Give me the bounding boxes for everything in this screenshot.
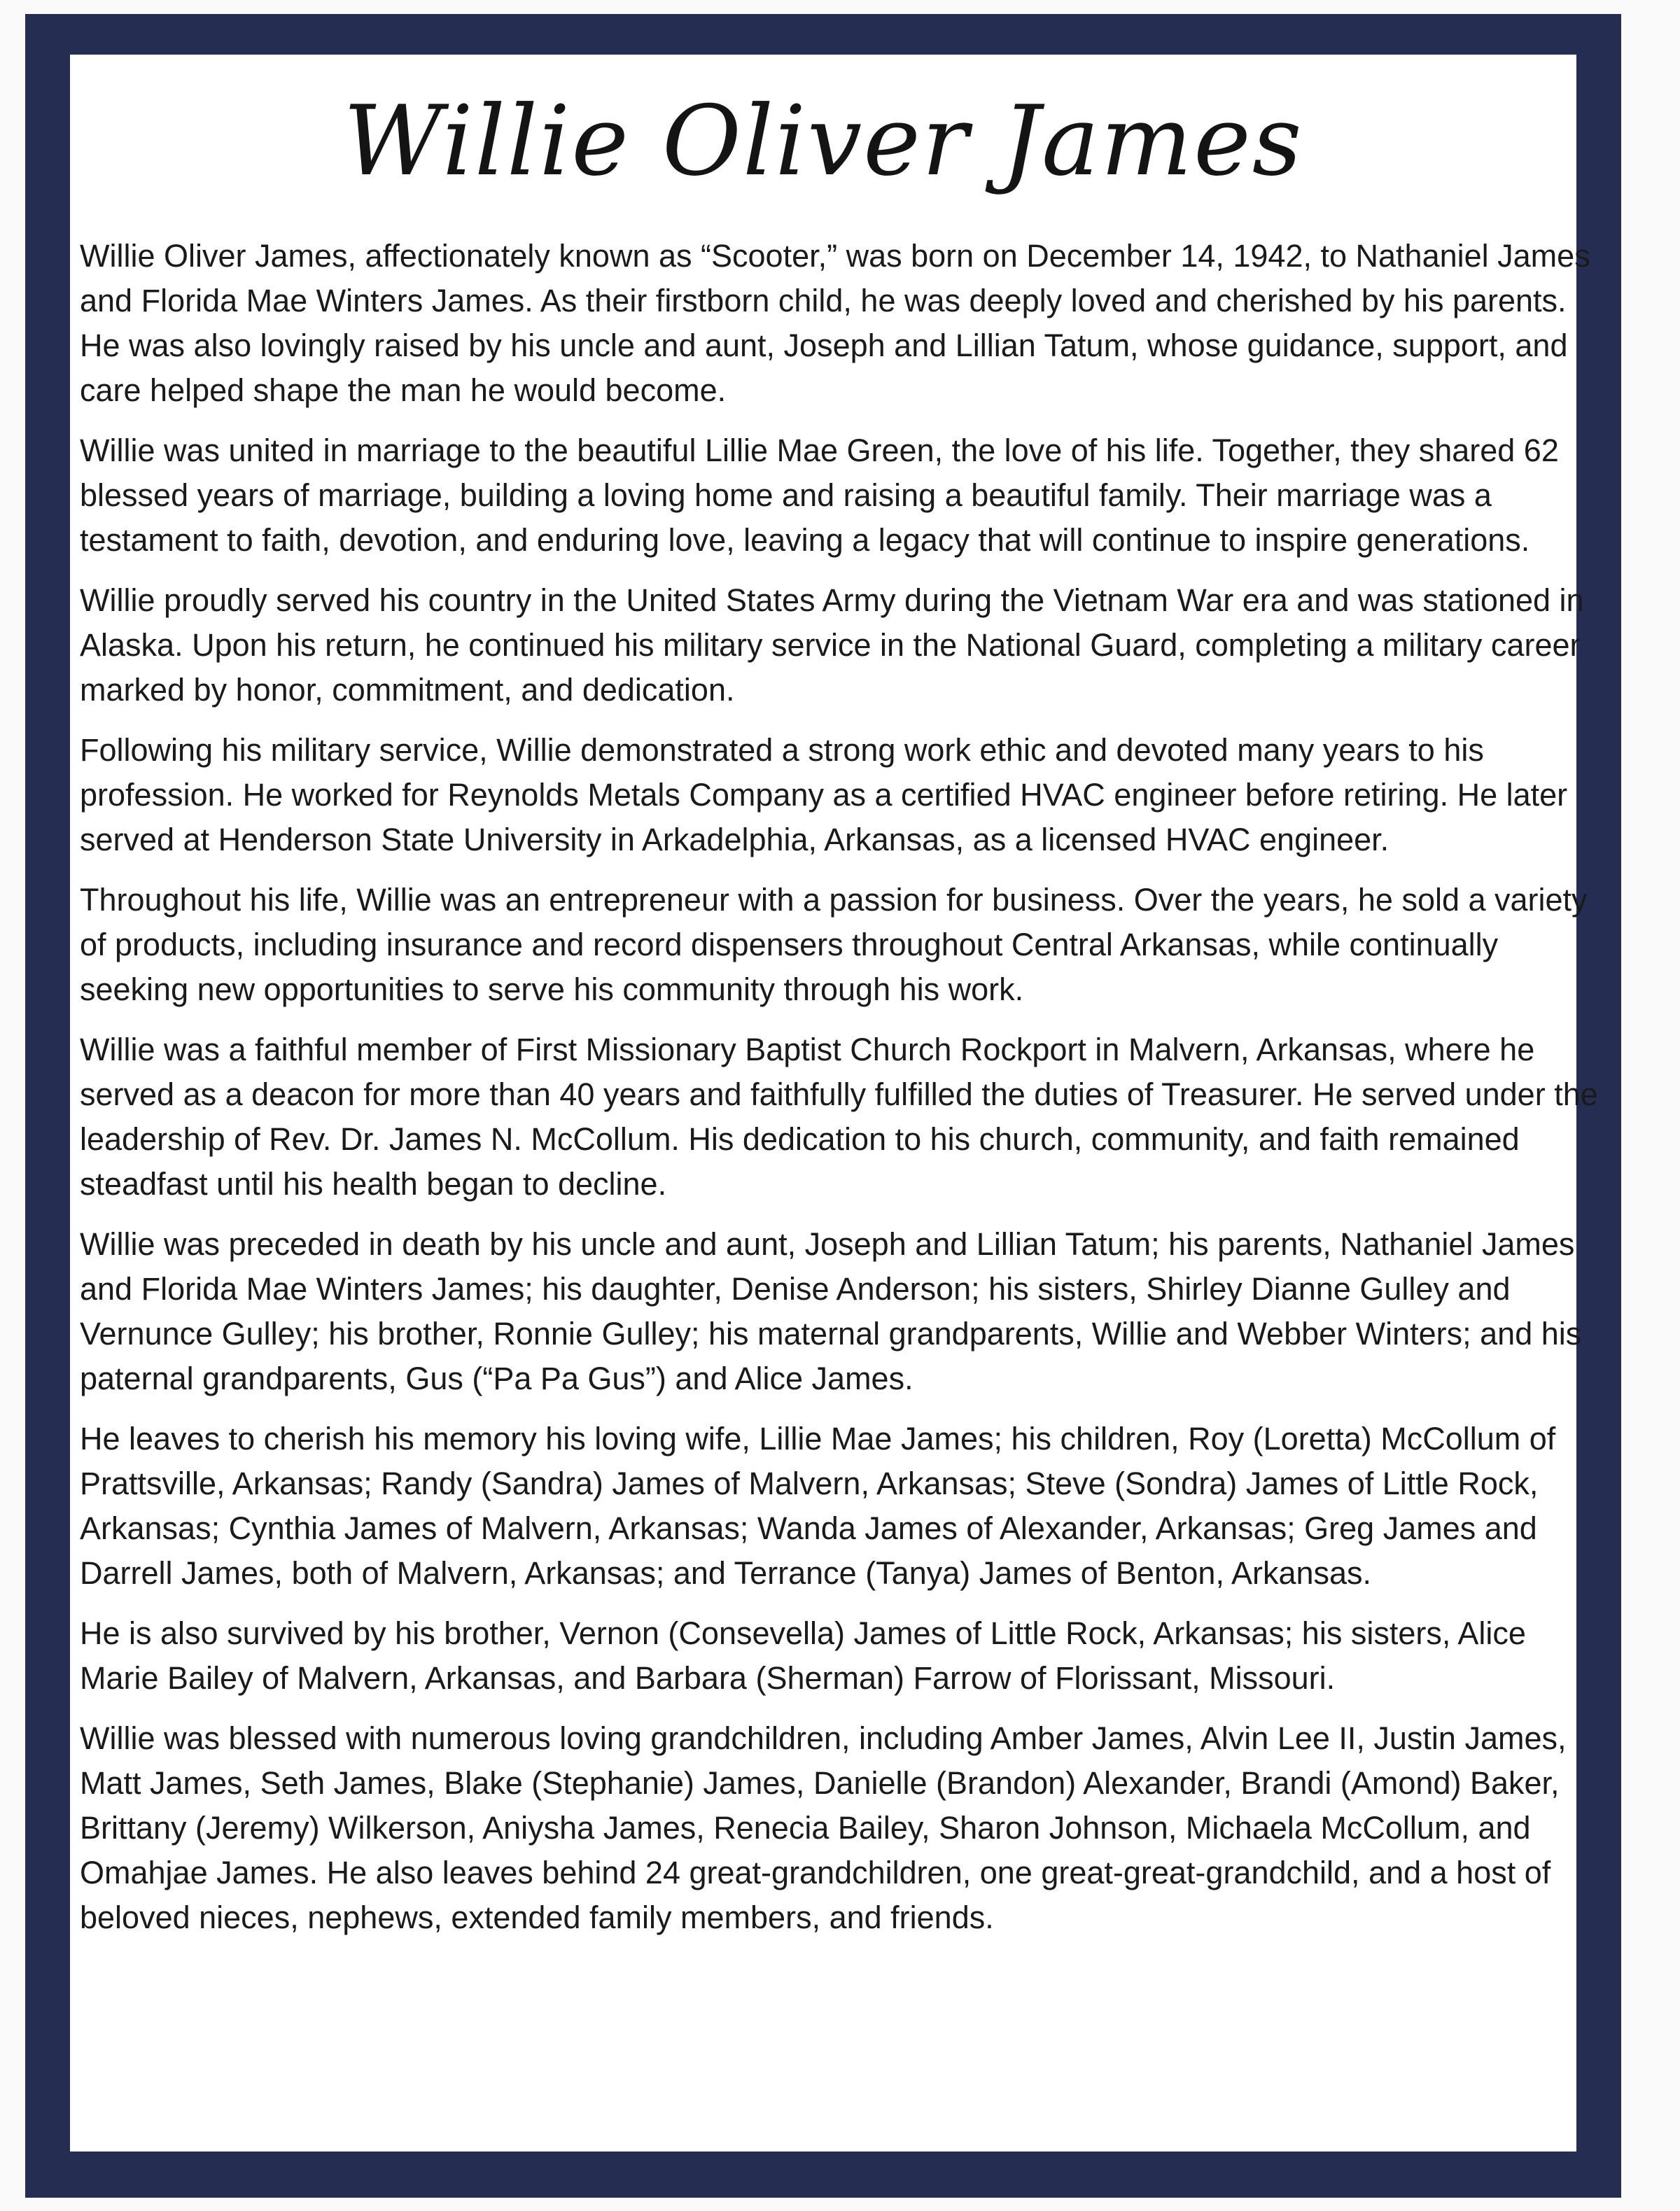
page-title: Willie Oliver James (343, 85, 1303, 197)
paragraph-entrepreneur: Throughout his life, Willie was an entrepreneur with a passion for business. Over the years, he sold a variety of products, including insurance and record dispensers throughout Central Arkansas, while continually seeking new opportunities to serve his community through his work. (80, 882, 1588, 1007)
document-panel (70, 55, 1598, 2152)
paragraph-grandchildren: Willie was blessed with numerous loving grandchildren, including Amber James, Alvin Lee II, Justin James, Matt James, Seth James, Blake (Stephanie) James, Danielle (Brandon) Alexander, Brandi (Amond) Baker, Brittany (Jeremy) Wilkerson, Aniysha James, Renecia Bailey, Sharon Johnson, Michaela McCollum, and Omahjae James. He also leaves behind 24 great-grandchildren, one great-great-grandchild, and a host of beloved nieces, nephews, extended family members, and friends. (80, 1720, 1567, 1935)
paragraph-military: Willie proudly served his country in the United States Army during the Vietnam War era and was stationed in Alaska. Upon his return, he continued his military service in the National Guard, completing a military career marked by honor, commitment, and dedication. (80, 582, 1584, 708)
paragraph-survivors-family: He leaves to cherish his memory his loving wife, Lillie Mae James; his children, Roy (Loretta) McCollum of Prattsville, Arkansas; Randy (Sandra) James of Malvern, Arkansas; Steve (Sondra) James of Little Rock, Arkansas; Cynthia James of Malvern, Arkansas; Wanda James of Alexander, Arkansas; Greg James and Darrell James, both of Malvern, Arkansas; and Terrance (Tanya) James of Benton, Arkansas. (80, 1421, 1556, 1591)
paragraph-church: Willie was a faithful member of First Missionary Baptist Church Rockport in Malvern, Arkansas, where he served as a deacon for more than 40 years and faithfully fulfilled the duties of Treasurer. He served under the leadership of Rev. Dr. James N. McCollum. His dedication to his church, community, and faith remained steadfast until his health began to decline. (80, 1032, 1598, 1202)
paragraph-marriage: Willie was united in marriage to the beautiful Lillie Mae Green, the love of his life. Together, they shared 62 blessed years of marriage, building a loving home and raising a beautiful family. Their marriage was a testament to faith, devotion, and enduring love, leaving a legacy that will continue to inspire generations. (80, 433, 1559, 558)
paragraph-career: Following his military service, Willie demonstrated a strong work ethic and devoted many years to his profession. He worked for Reynolds Metals Company as a certified HVAC engineer before retiring. He later served at Henderson State University in Arkadelphia, Arkansas, as a licensed HVAC engineer. (80, 732, 1568, 857)
paragraph-birth: Willie Oliver James, affectionately known as “Scooter,” was born on December 14, 1942, to Nathaniel James and Florida Mae Winters James. As their firstborn child, he was deeply loved and cherished by his parents. He was also lovingly raised by his uncle and aunt, Joseph and Lillian Tatum, whose guidance, support, and care helped shape the man he would become. (80, 238, 1590, 408)
obituary-body (80, 234, 1606, 1956)
paragraph-preceded: Willie was preceded in death by his uncle and aunt, Joseph and Lillian Tatum; his parents, Nathaniel James and Florida Mae Winters James; his daughter, Denise Anderson; his sisters, Shirley Dianne Gulley and Vernunce Gulley; his brother, Ronnie Gulley; his maternal grandparents, Willie and Webber Winters; and his paternal grandparents, Gus (“Pa Pa Gus”) and Alice James. (80, 1226, 1582, 1396)
paragraph-survivors-siblings: He is also survived by his brother, Vernon (Consevella) James of Little Rock, Arkansas; his sisters, Alice Marie Bailey of Malvern, Arkansas, and Barbara (Sherman) Farrow of Florissant, Missouri. (80, 1615, 1526, 1696)
